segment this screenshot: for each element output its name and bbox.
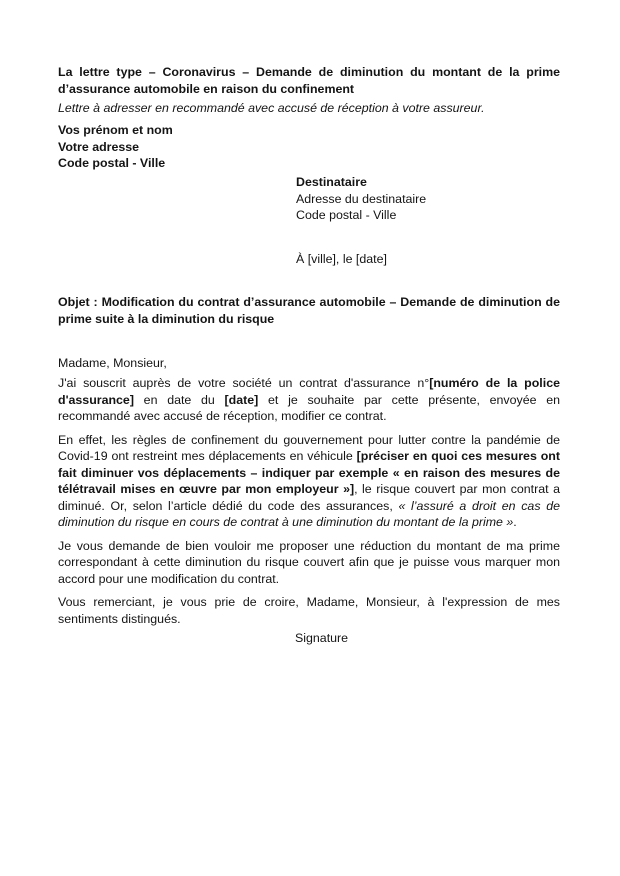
paragraph-request: Je vous demande de bien vouloir me proposer une réduction du montant de ma prime correspondant à cette diminution du risque couvert afin que je puisse vous marquer mon accord pour une modification du contrat. (58, 538, 560, 586)
paragraph-contract (58, 375, 560, 425)
sender-name: Vos prénom et nom (58, 123, 173, 137)
paragraph-closing: Vous remerciant, je vous prie de croire, Madame, Monsieur, à l'expression de mes sentiments distingués. (58, 595, 560, 626)
p2-text-3: . (513, 515, 517, 529)
legal-quote: « l’assuré a droit en cas de diminution du risque en cours de contrat à une diminution du montant de la prime » (58, 498, 560, 529)
p1-text-3: et je souhaite par cette présente, envoyée en recommandé avec accusé de réception, modifier ce contrat. (58, 392, 560, 423)
greeting (58, 355, 560, 372)
letter-title (58, 64, 560, 97)
recipient-city: Code postal - Ville (296, 208, 397, 222)
p1-text-2: en date du (133, 392, 225, 407)
p2-text-2: , le risque couvert par mon contrat a diminué. Or, selon l’article dédié du code des assurances, (58, 482, 560, 513)
sender-address: Votre adresse (58, 139, 140, 154)
policy-number-placeholder: [numéro de la police d'assurance] (58, 376, 560, 407)
greeting-text: Madame, Monsieur, (58, 356, 167, 370)
p2-text-1: En effet, les règles de confinement du gouvernement pour lutter contre la pandémie de Covid-19 ont restreint mes déplacements en véhicule (58, 432, 560, 463)
letter-instructions (58, 100, 560, 117)
paragraph-reason (58, 432, 560, 531)
place-date (296, 251, 387, 268)
recipient-address: Adresse du destinataire (296, 191, 427, 206)
sender-city: Code postal - Ville (58, 156, 166, 170)
sender-block (58, 122, 560, 172)
letter-subject (58, 294, 560, 327)
subject-text: Objet : Modification du contrat d’assurance automobile – Demande de diminution de prime suite à la diminution du risque (58, 295, 560, 326)
letter-body (58, 375, 560, 634)
p1-text-1: J'ai souscrit auprès de votre société un contrat d'assurance n° (58, 376, 430, 390)
instructions-text: Lettre à adresser en recommandé avec accusé de réception à votre assureur. (58, 101, 485, 115)
signature (295, 630, 348, 647)
signature-text: Signature (295, 631, 349, 645)
reason-placeholder: [préciser en quoi ces mesures ont fait diminuer vos déplacements – indiquer par exemple « en raison des mesures de télétravail mises en œuvre par mon employeur »] (58, 449, 561, 496)
date-placeholder: [date] (224, 392, 259, 407)
place-date-text: À [ville], le [date] (296, 252, 387, 266)
recipient-name: Destinataire (296, 175, 367, 189)
recipient-block (296, 174, 556, 224)
letter-title-text: La lettre type – Coronavirus – Demande de diminution du montant de la prime d’assurance automobile en raison du confinement (58, 65, 560, 96)
